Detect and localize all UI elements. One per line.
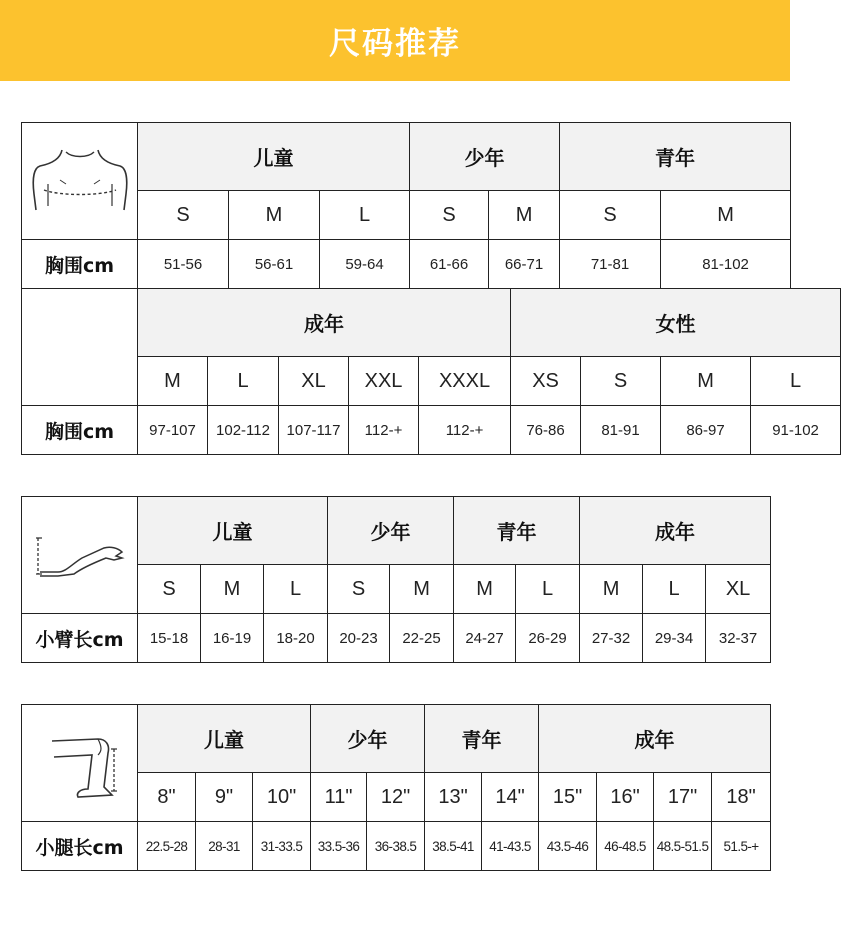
value-cell: 16-19 <box>201 614 264 663</box>
size-cell: L <box>264 565 328 614</box>
size-cell: 17" <box>654 773 712 822</box>
size-cell: XS <box>511 357 581 406</box>
value-cell: 81-91 <box>581 406 661 455</box>
size-cell: S <box>138 191 229 240</box>
row-label: 小腿长cm <box>22 822 138 871</box>
size-cell: 16" <box>597 773 654 822</box>
group-header: 女性 <box>511 289 841 357</box>
value-cell: 51-56 <box>138 240 229 289</box>
size-cell: 9" <box>196 773 253 822</box>
group-header: 儿童 <box>138 705 311 773</box>
size-cell: M <box>580 565 643 614</box>
value-cell: 18-20 <box>264 614 328 663</box>
value-cell: 43.5-46 <box>539 822 597 871</box>
value-cell: 112-+ <box>349 406 419 455</box>
group-header: 儿童 <box>138 497 328 565</box>
row-label: 小臂长cm <box>22 614 138 663</box>
forearm-size-table <box>21 496 771 663</box>
group-header: 成年 <box>580 497 771 565</box>
size-cell: M <box>661 357 751 406</box>
value-cell: 112-+ <box>419 406 511 455</box>
value-cell: 86-97 <box>661 406 751 455</box>
value-cell: 33.5-36 <box>311 822 367 871</box>
size-cell: M <box>201 565 264 614</box>
size-cell: 14" <box>482 773 539 822</box>
value-cell: 102-112 <box>208 406 279 455</box>
value-cell: 15-18 <box>138 614 201 663</box>
value-cell: 91-102 <box>751 406 841 455</box>
value-cell: 20-23 <box>328 614 390 663</box>
value-cell: 29-34 <box>643 614 706 663</box>
size-cell: S <box>560 191 661 240</box>
value-cell: 22.5-28 <box>138 822 196 871</box>
value-cell: 51.5-+ <box>712 822 771 871</box>
value-cell: 26-29 <box>516 614 580 663</box>
group-header: 成年 <box>539 705 771 773</box>
chest-measure-icon <box>22 123 138 240</box>
chest-size-table <box>21 122 841 455</box>
size-cell: M <box>138 357 208 406</box>
value-cell: 66-71 <box>489 240 560 289</box>
size-cell: XL <box>279 357 349 406</box>
forearm-measure-icon <box>22 497 138 614</box>
size-cell: 8" <box>138 773 196 822</box>
group-header: 青年 <box>454 497 580 565</box>
value-cell: 46-48.5 <box>597 822 654 871</box>
group-header: 儿童 <box>138 123 410 191</box>
size-cell: XXL <box>349 357 419 406</box>
row-label: 胸围cm <box>22 406 138 455</box>
value-cell: 107-117 <box>279 406 349 455</box>
value-cell: 22-25 <box>390 614 454 663</box>
size-cell: 18" <box>712 773 771 822</box>
value-cell: 28-31 <box>196 822 253 871</box>
size-cell: 15" <box>539 773 597 822</box>
size-cell: L <box>751 357 841 406</box>
calf-size-table <box>21 704 771 871</box>
size-cell: XL <box>706 565 771 614</box>
value-cell: 59-64 <box>320 240 410 289</box>
group-header: 青年 <box>560 123 791 191</box>
value-cell: 97-107 <box>138 406 208 455</box>
value-cell: 81-102 <box>661 240 791 289</box>
value-cell: 61-66 <box>410 240 489 289</box>
blank-corner <box>22 289 138 406</box>
size-cell: 12" <box>367 773 425 822</box>
value-cell: 41-43.5 <box>482 822 539 871</box>
size-cell: S <box>581 357 661 406</box>
size-cell: 10" <box>253 773 311 822</box>
size-cell: M <box>390 565 454 614</box>
size-cell: L <box>208 357 279 406</box>
size-cell: L <box>516 565 580 614</box>
group-header: 青年 <box>425 705 539 773</box>
size-cell: S <box>410 191 489 240</box>
header-banner <box>0 0 790 81</box>
size-cell: S <box>138 565 201 614</box>
size-cell: XXXL <box>419 357 511 406</box>
group-header: 少年 <box>311 705 425 773</box>
value-cell: 71-81 <box>560 240 661 289</box>
size-cell: M <box>489 191 560 240</box>
calf-measure-icon <box>22 705 138 822</box>
size-cell: M <box>454 565 516 614</box>
value-cell: 38.5-41 <box>425 822 482 871</box>
size-cell: 11" <box>311 773 367 822</box>
value-cell: 48.5-51.5 <box>654 822 712 871</box>
row-label: 胸围cm <box>22 240 138 289</box>
size-cell: M <box>661 191 791 240</box>
size-cell: L <box>643 565 706 614</box>
size-cell: L <box>320 191 410 240</box>
value-cell: 36-38.5 <box>367 822 425 871</box>
value-cell: 76-86 <box>511 406 581 455</box>
group-header: 成年 <box>138 289 511 357</box>
size-cell: 13" <box>425 773 482 822</box>
value-cell: 24-27 <box>454 614 516 663</box>
value-cell: 56-61 <box>229 240 320 289</box>
size-cell: S <box>328 565 390 614</box>
value-cell: 31-33.5 <box>253 822 311 871</box>
size-cell: M <box>229 191 320 240</box>
group-header: 少年 <box>328 497 454 565</box>
value-cell: 32-37 <box>706 614 771 663</box>
group-header: 少年 <box>410 123 560 191</box>
page-title: 尺码推荐 <box>329 26 461 62</box>
value-cell: 27-32 <box>580 614 643 663</box>
